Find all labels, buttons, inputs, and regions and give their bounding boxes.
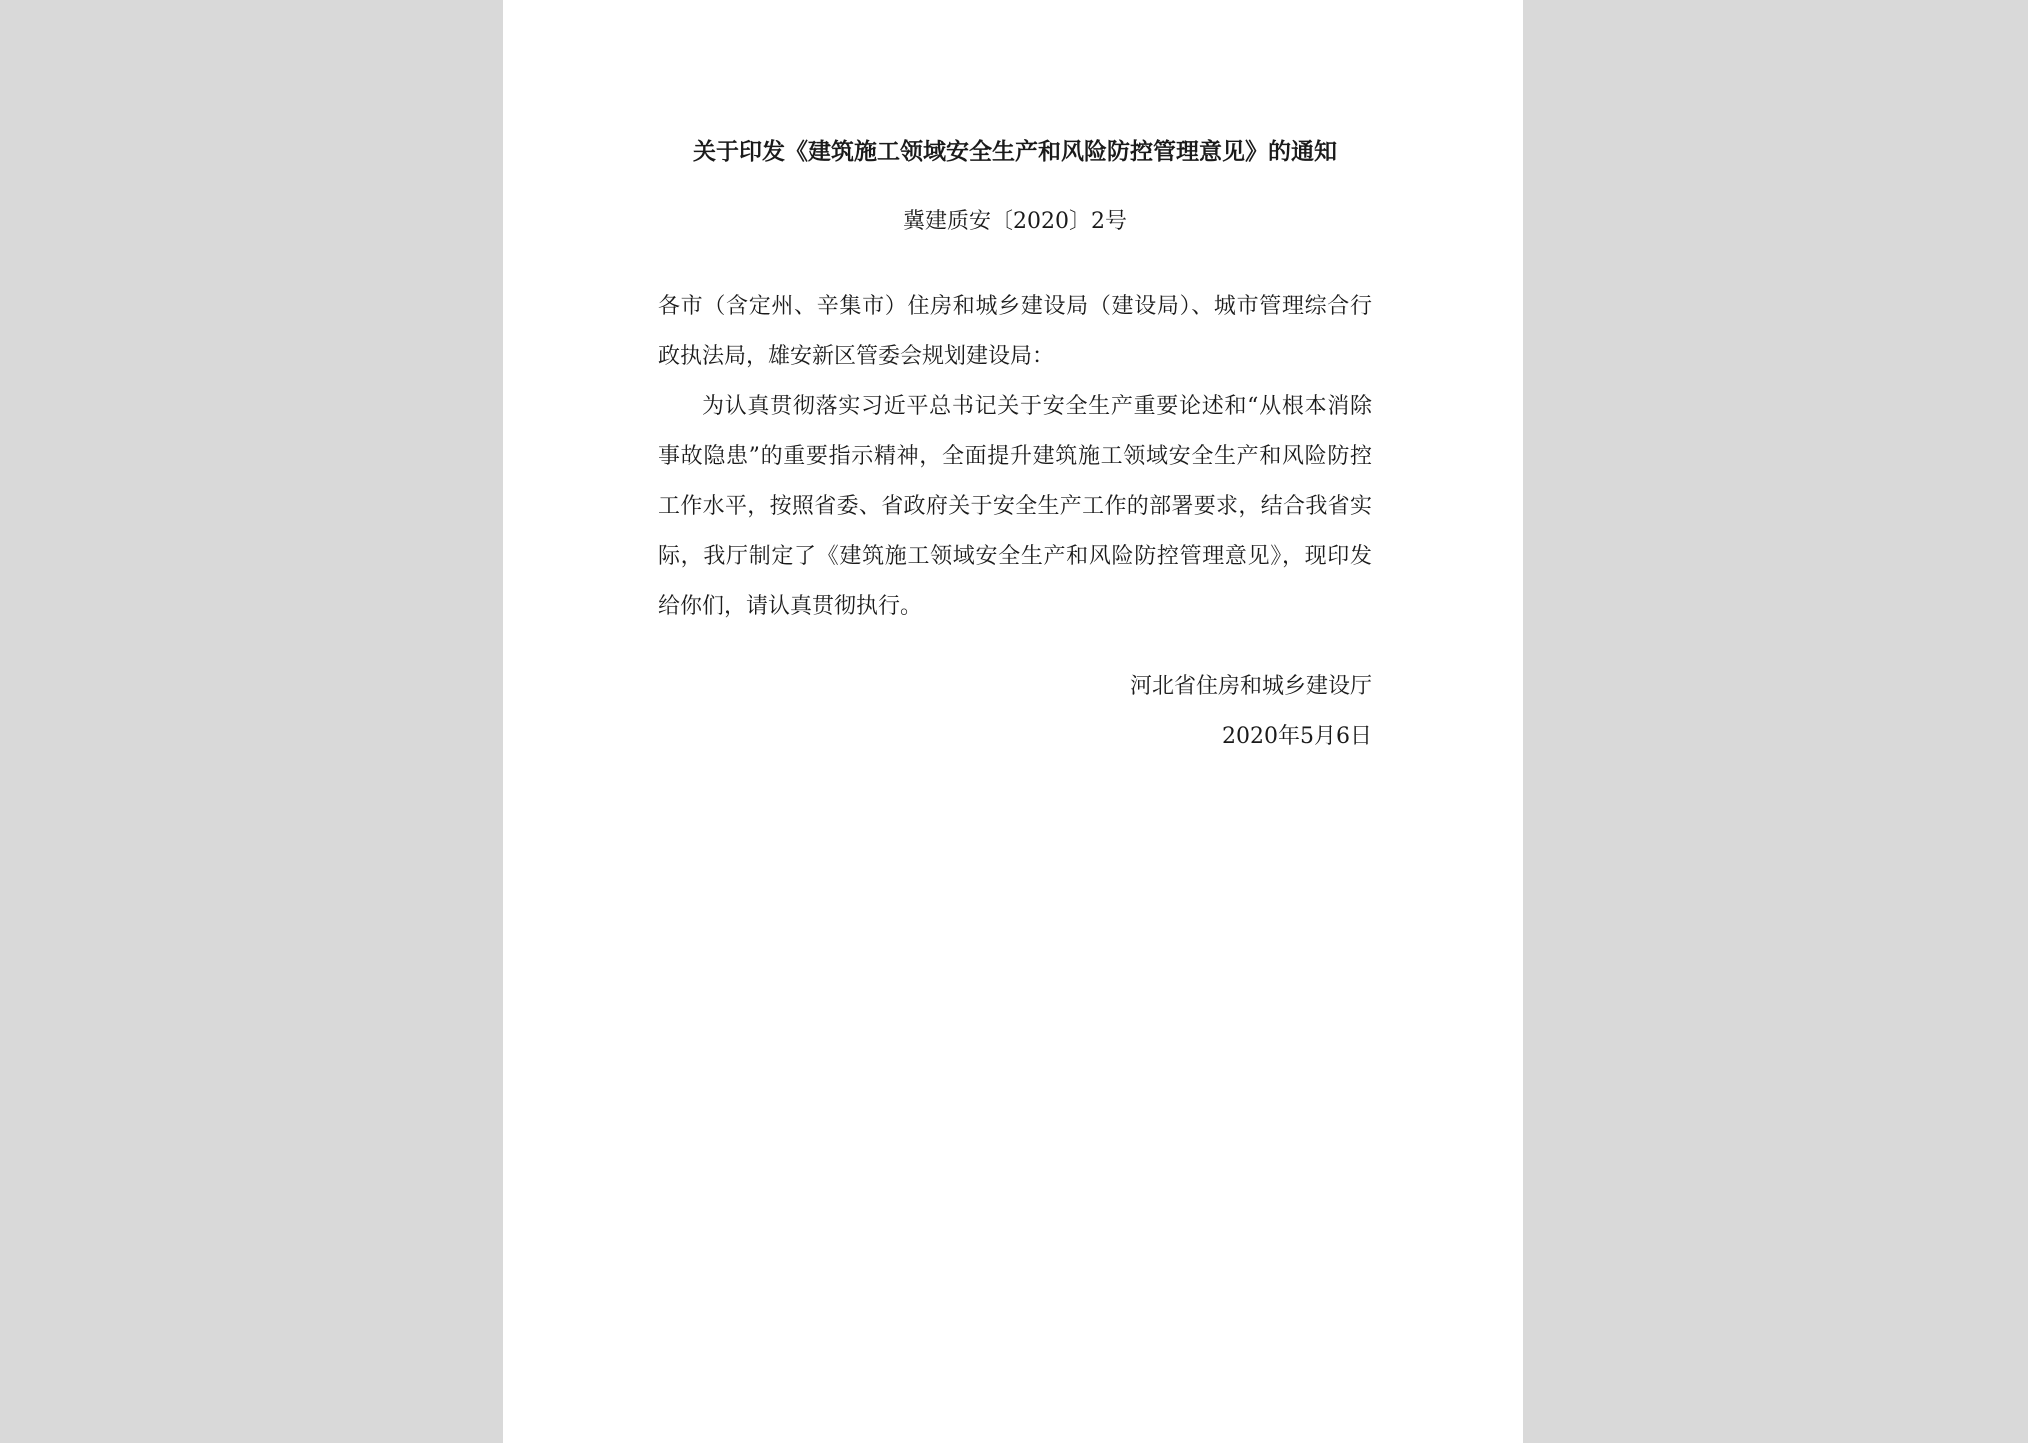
document-page [503,0,1523,1443]
issuer-signature: 河北省住房和城乡建设厅 [1129,674,1372,699]
document-title: 关于印发《建筑施工领域安全生产和风险防控管理意见》的通知 [693,139,1337,165]
body-paragraph: 为认真贯彻落实习近平总书记关于安全生产重要论述和“从根本消除事故隐患”的重要指示精神，全面提升建筑施工领域安全生产和风险防控工作水平，按照省委、省政府关于安全生产工作的部署要求，结合我省实际，我厅制定了《建筑施工领域安全生产和风险防控管理意见》，现印发给你们，请认真贯彻执行。 [658,394,1372,619]
document-number: 冀建质安〔2020〕2号 [903,209,1127,234]
issue-date: 2020年5月6日 [1222,724,1372,749]
addressee-paragraph: 各市（含定州、辛集市）住房和城乡建设局（建设局）、城市管理综合行政执法局，雄安新区管委会规划建设局： [658,294,1372,369]
document-content [658,132,1372,762]
